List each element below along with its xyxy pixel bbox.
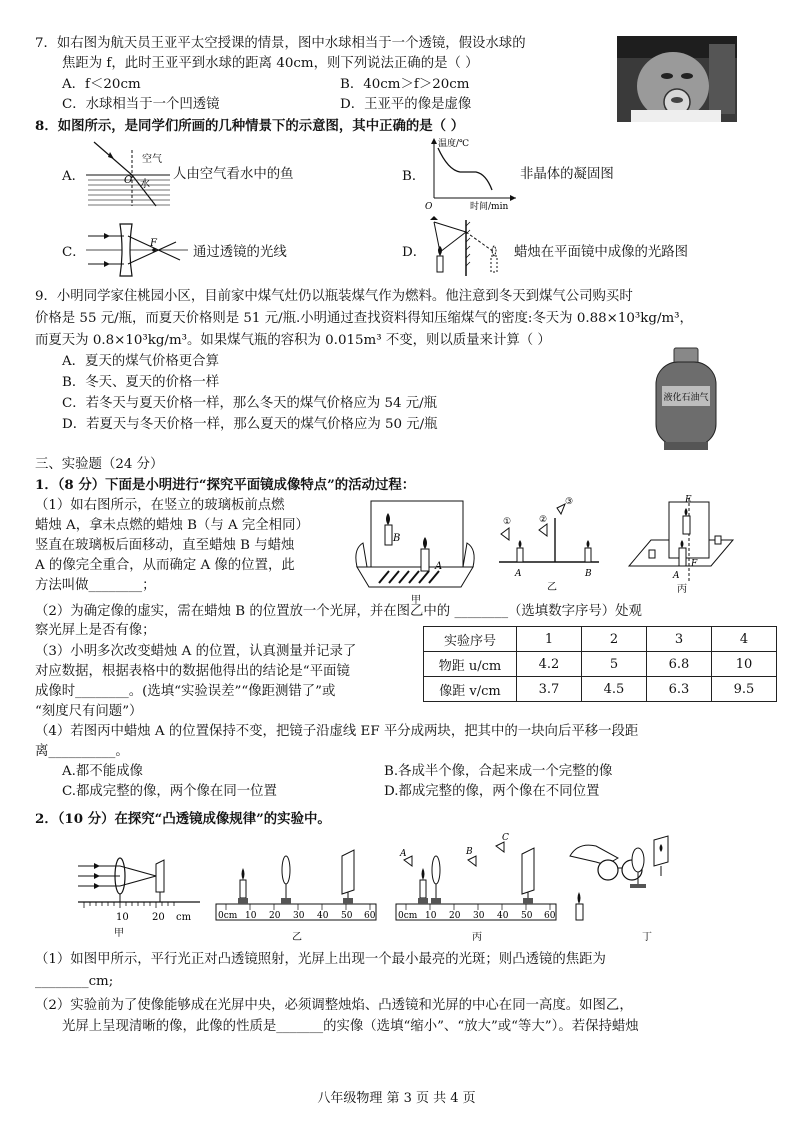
exp1-heading: 1．（8 分）下面是小明进行“探究平面镜成像特点”的活动过程： bbox=[35, 477, 416, 493]
jia-ruler-10: 10 bbox=[116, 912, 129, 923]
q7-option-c: C．水球相当于一个凹透镜 bbox=[62, 97, 220, 112]
q9-option-a: A．夏天的煤气价格更合算 bbox=[62, 354, 219, 369]
exp2-jia-caption: 甲 bbox=[114, 928, 124, 938]
section3-title: 三、实验题（24 分） bbox=[35, 457, 164, 472]
bing-ruler-20: 20 bbox=[449, 911, 461, 921]
table-cell: 9.5 bbox=[712, 677, 777, 702]
jia-ruler-20: 20 bbox=[152, 912, 165, 923]
q8-a-text: 人由空气看水中的鱼 bbox=[173, 167, 294, 182]
exp1-p2-line1: （2）为确定像的虚实，需在蜡烛 B 的位置放一个光屏，并在图乙中的 ________（选填数字序号）处观 bbox=[35, 604, 642, 619]
q8-stem: 8．如图所示，是同学们所画的几种情景下的示意图，其中正确的是（ ） bbox=[35, 118, 465, 134]
jia-ruler-cm: cm bbox=[176, 912, 192, 923]
table-cell: 6.8 bbox=[647, 652, 712, 677]
graph-x-label: 时间/min bbox=[470, 202, 509, 210]
q8-c-letter: C． bbox=[62, 245, 86, 260]
table-cell: 物距 u/cm bbox=[424, 652, 517, 677]
exp1-option-c: C.都成完整的像，两个像在同一位置 bbox=[62, 784, 277, 799]
yi-label-a: A bbox=[515, 569, 522, 579]
fig-jia-caption: 甲 bbox=[411, 595, 421, 606]
q8-d-text: 蜡烛在平面镜中成像的光路图 bbox=[514, 245, 689, 260]
table-cell: 像距 v/cm bbox=[424, 677, 517, 702]
bing-ruler-30: 30 bbox=[473, 911, 485, 921]
q9-line3: 而夏天为 0.8×10³kg/m³。如果煤气瓶的容积为 0.015m³ 不变，则以质量来计算（ ） bbox=[35, 333, 551, 348]
exp1-figure-yi bbox=[495, 494, 605, 606]
table-row bbox=[424, 677, 777, 702]
q9-line2: 价格是 55 元/瓶，而夏天价格则是 51 元/瓶.小明通过查找资料得知压缩煤气的密度:冬天为 0.88×10³kg/m³， bbox=[35, 311, 693, 326]
q7-stem-line2: 焦距为 f，此时王亚平到水球的距离 40cm，则下列说法正确的是（ ） bbox=[62, 56, 479, 71]
yi-ruler-30: 30 bbox=[293, 911, 305, 921]
bing-label-f: F bbox=[691, 559, 698, 569]
q8-a-letter: A． bbox=[62, 169, 86, 184]
solidification-graph bbox=[420, 134, 520, 210]
exp2-p2-line1: （2）实验前为了使像能够成在光屏中央，必须调整烛焰、凸透镜和光屏的中心在同一高度。如图乙， bbox=[35, 998, 633, 1013]
q7-option-b: B．40cm＞f＞20cm bbox=[340, 77, 470, 92]
bing-ruler-60: 60 bbox=[544, 911, 556, 921]
gas-cylinder-photo bbox=[648, 346, 724, 452]
table-cell: 5 bbox=[582, 652, 647, 677]
exp1-option-b: B.各成半个像，合起来成一个完整的像 bbox=[384, 764, 613, 779]
exp1-figure-jia bbox=[353, 495, 479, 607]
exp1-p3-line1: （3）小明多次改变蜡烛 A 的位置，认真测量并记录了 bbox=[35, 644, 357, 659]
q8-c-text: 通过透镜的光线 bbox=[193, 245, 287, 260]
exp2-figure-yi bbox=[212, 840, 380, 944]
exp1-p4-line2: 离__________。 bbox=[35, 744, 129, 759]
q9-option-c: C．若冬天与夏天价格一样，那么冬天的煤气价格应为 54 元/瓶 bbox=[62, 396, 438, 411]
yi-ruler-0: 0cm bbox=[218, 911, 238, 921]
exp1-p3-line4: “刻度尺有问题”） bbox=[35, 704, 143, 719]
exp2-p1-line1: （1）如图甲所示，平行光正对凸透镜照射，光屏上出现一个最小最亮的光斑；则凸透镜的焦距为 bbox=[35, 952, 606, 967]
plane-mirror-candle-diagram bbox=[424, 212, 508, 278]
table-row bbox=[424, 652, 777, 677]
table-cell: 1 bbox=[517, 627, 582, 652]
exp2-yi-caption: 乙 bbox=[292, 932, 302, 943]
q7-stem-line1: 7．如右图为航天员王亚平太空授课的情景，图中水球相当于一个透镜，假设水球的 bbox=[35, 36, 526, 51]
graph-y-label: 温度/℃ bbox=[438, 139, 470, 149]
exp2-figure-bing bbox=[392, 830, 562, 944]
exp2-p2-line2: 光屏上呈现清晰的像，此像的性质是_______的实像（选填“缩小”、“放大”或“等大”）。若保持蜡烛 bbox=[62, 1019, 639, 1034]
table-cell: 4 bbox=[712, 627, 777, 652]
q9-line1: 9．小明同学家住桃园小区，目前家中煤气灶仍以瓶装煤气作为燃料。他注意到冬天到煤气公司购买时 bbox=[35, 289, 633, 304]
yi-ruler-60: 60 bbox=[364, 911, 376, 921]
yi-pos-3: ③ bbox=[565, 497, 574, 507]
bing-pos-c: C bbox=[502, 833, 509, 843]
yi-ruler-50: 50 bbox=[341, 911, 353, 921]
yi-ruler-40: 40 bbox=[317, 911, 329, 921]
exp1-data-table bbox=[423, 626, 777, 702]
bing-label-a: A bbox=[673, 571, 680, 581]
exp1-figure-bing bbox=[625, 492, 737, 604]
bing-ruler-50: 50 bbox=[521, 911, 533, 921]
exp2-bing-caption: 丙 bbox=[472, 932, 482, 943]
table-cell: 10 bbox=[712, 652, 777, 677]
bing-ruler-40: 40 bbox=[497, 911, 509, 921]
yi-pos-2: ② bbox=[539, 515, 548, 525]
exp1-p1-line1: （1）如右图所示，在竖立的玻璃板前点燃 bbox=[35, 498, 285, 513]
q7-option-a: A．f＜20cm bbox=[62, 77, 141, 92]
exp1-option-d: D.都成完整的像，两个像在不同位置 bbox=[384, 784, 600, 799]
exp1-option-a: A.都不能成像 bbox=[62, 764, 143, 779]
exp1-p1-line4: A 的像完全重合，从而确定 A 像的位置，此 bbox=[35, 558, 295, 573]
exp1-p1-line2: 蜡烛 A，拿未点燃的蜡烛 B（与 A 完全相同） bbox=[35, 518, 309, 533]
exp2-figure-jia bbox=[74, 842, 204, 938]
bing-ruler-0: 0cm bbox=[398, 911, 418, 921]
table-cell: 3 bbox=[647, 627, 712, 652]
q7-option-d: D．王亚平的像是虚像 bbox=[340, 97, 472, 112]
table-cell: 4.2 bbox=[517, 652, 582, 677]
astronaut-water-ball-photo bbox=[617, 36, 737, 122]
table-cell: 2 bbox=[582, 627, 647, 652]
exp1-p1-line3: 竖直在玻璃板后面移动，直至蜡烛 B 与蜡烛 bbox=[35, 538, 295, 553]
yi-label-b: B bbox=[585, 569, 592, 579]
table-cell: 实验序号 bbox=[424, 627, 517, 652]
yi-pos-1: ① bbox=[503, 517, 512, 527]
table-cell: 6.3 bbox=[647, 677, 712, 702]
q8-b-text: 非晶体的凝固图 bbox=[520, 167, 614, 182]
jia-label-b: B bbox=[393, 533, 401, 544]
focus-label: F bbox=[150, 238, 157, 249]
q9-option-b: B．冬天、夏天的价格一样 bbox=[62, 375, 220, 390]
table-row bbox=[424, 627, 777, 652]
page-footer: 八年级物理 第 3 页 共 4 页 bbox=[317, 1091, 476, 1106]
exp2-ding-caption: 丁 bbox=[642, 932, 652, 942]
exp1-p1-line5: 方法叫做________； bbox=[35, 578, 156, 593]
bing-label-e: E bbox=[685, 495, 692, 505]
exp2-heading: 2．（10 分）在探究“凸透镜成像规律”的实验中。 bbox=[35, 811, 331, 827]
jia-label-a: A bbox=[435, 561, 443, 572]
yi-ruler-20: 20 bbox=[269, 911, 281, 921]
refraction-point-o: O bbox=[124, 175, 133, 186]
yi-ruler-10: 10 bbox=[245, 911, 257, 921]
exp1-p3-line3: 成像时________。(选填“实验误差”“像距测错了”或 bbox=[35, 684, 336, 699]
exp2-p1-line2: ________cm; bbox=[35, 974, 114, 989]
q9-option-d: D．若夏天与冬天价格一样，那么夏天的煤气价格应为 50 元/瓶 bbox=[62, 417, 438, 432]
bing-ruler-10: 10 bbox=[425, 911, 437, 921]
bing-pos-a: A bbox=[400, 849, 407, 859]
exp1-p3-line2: 对应数据，根据表格中的数据他得出的结论是“平面镜 bbox=[35, 664, 350, 679]
table-cell: 3.7 bbox=[517, 677, 582, 702]
bing-pos-b: B bbox=[466, 847, 473, 857]
fig-yi-caption: 乙 bbox=[547, 582, 557, 593]
exp1-p4-line1: （4）若图丙中蜡烛 A 的位置保持不变，把镜子沿虚线 EF 平分成两块，把其中的一块向后平移一段距 bbox=[35, 724, 639, 739]
q8-b-letter: B． bbox=[402, 169, 426, 184]
refraction-diagram bbox=[84, 140, 174, 210]
graph-origin: O bbox=[425, 202, 433, 210]
table-cell: 4.5 bbox=[582, 677, 647, 702]
exp1-p2-line2: 察光屏上是否有像； bbox=[35, 623, 156, 638]
q8-d-letter: D． bbox=[402, 245, 427, 260]
concave-lens-diagram bbox=[84, 220, 190, 278]
water-label: 水 bbox=[140, 179, 150, 190]
fig-bing-caption: 丙 bbox=[677, 584, 687, 595]
exp2-figure-ding bbox=[566, 832, 676, 942]
cylinder-label: 液化石油气 bbox=[663, 393, 709, 403]
air-label: 空气 bbox=[142, 154, 162, 165]
